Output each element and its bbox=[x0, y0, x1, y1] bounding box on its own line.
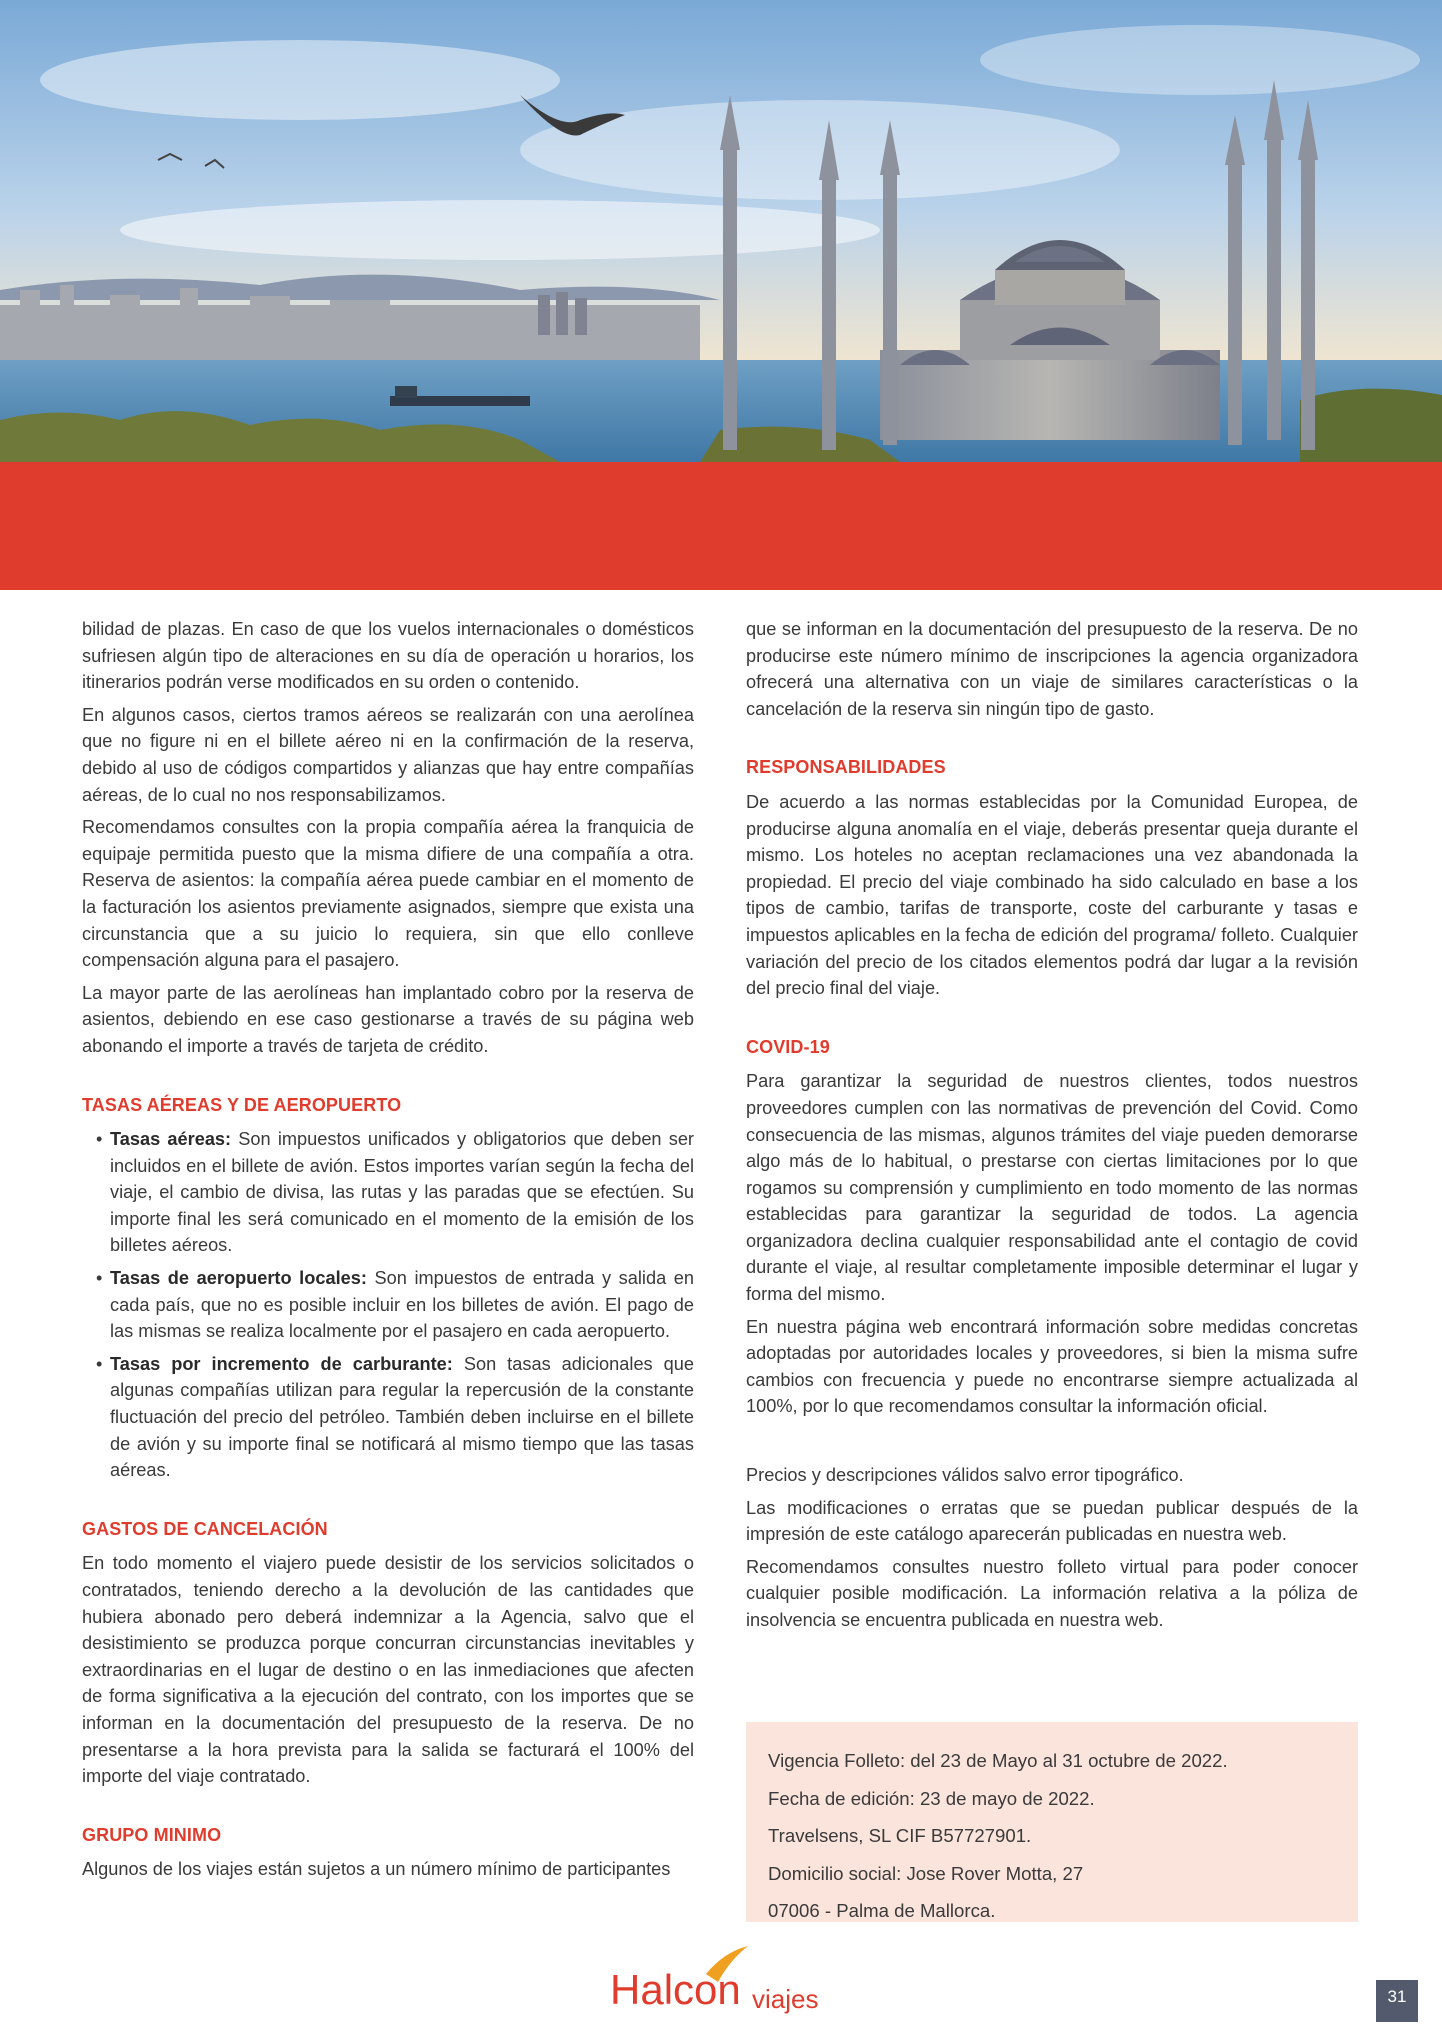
paragraph: Para garantizar la seguridad de nuestros clientes, todos nuestros proveedores cumplen con las normativas de prevención del Covid. Como consecuencia de las mismas, algunos trámites del viaje pueden demorarse algo más de lo habitual, o prestarse con ciertas limitaciones por lo que rogamos su comprensión y cumplimiento en todo momento de las normas establecidas para garantizar la seguridad de todos. La agencia organizadora declina cualquier responsabilidad ante el contagio de covid durante el viaje, al resultar completamente imposible determinar el lugar y forma del mismo. bbox=[746, 1071, 1358, 1305]
list-item-text: Son tasas adicionales que algunas compañías utilizan para regular la repercusión de la constante fluctuación del precio del petróleo. También deben incluirse en el billete de avión y su importe final se notificará al mismo tiempo que las tasas aéreas. bbox=[110, 1353, 694, 1481]
paragraph: En nuestra página web encontrará información sobre medidas concretas adoptadas por autoridades locales y proveedores, si bien la misma sufre cambios con frecuencia y puede no encontrarse siempre actualizada al 100%, por lo que recomendamos consultar la información oficial. bbox=[746, 1316, 1358, 1417]
list-item bbox=[96, 1126, 694, 1259]
left-column bbox=[82, 616, 694, 1889]
list-item-term: Tasas aéreas: bbox=[110, 1129, 232, 1150]
hero-photo bbox=[0, 0, 1442, 462]
section-heading-gastos: GASTOS DE CANCELACIÓN bbox=[82, 1518, 328, 1539]
paragraph: que se informan en la documentación del presupuesto de la reserva. De no producirse este número mínimo de inscripciones la agencia organizadora ofrecerá una alternativa con un viaje de similares características o la cancelación de la reserva sin ningún tipo de gasto. bbox=[746, 619, 1358, 719]
vigencia-line: Vigencia Folleto: del 23 de Mayo al 31 octubre de 2022. bbox=[768, 1750, 1228, 1771]
spacer bbox=[746, 1426, 1358, 1462]
paragraph: En todo momento el viajero puede desistir de los servicios solicitados o contratados, teniendo derecho a la devolución de las cantidades que hubiera abonado pero deberá indemnizar a la Agencia, salvo que el desistimiento se produzca porque concurran circunstancias inevitables y extraordinarias en el lugar de destino o en las inmediaciones que afecten de forma significativa a la ejecución del contrato, con los importes que se informan en la documentación del presupuesto de la reserva. De no presentarse a la hora prevista para la salida se facturará el 100% del importe del viaje contratado. bbox=[82, 1553, 694, 1787]
paragraph: bilidad de plazas. En caso de que los vuelos internacionales o domésticos sufriesen algún tipo de alteraciones en su día de operación u horarios, los itinerarios podrán verse modificados en su orden o contenido. bbox=[82, 619, 694, 693]
logo-main-text: Halcon bbox=[610, 1966, 741, 2013]
domicilio-line: Domicilio social: Jose Rover Motta, 27 bbox=[768, 1862, 1084, 1884]
section-heading-tasas: TASAS AÉREAS Y DE AEROPUERTO bbox=[82, 1094, 402, 1115]
tasas-list bbox=[82, 1126, 694, 1484]
list-item-text: Son impuestos unificados y obligatorios que deben ser incluidos en el billete de avión. Estos importes varían según la fecha del viaje, el cambio de divisa, las rutas y las paradas que se efectúen. Su importe final les será comunicado en el momento de la emisión de los billetes aéreos. bbox=[110, 1129, 694, 1256]
red-header-band bbox=[0, 462, 1442, 590]
section-heading-responsabilidades: RESPONSABILIDADES bbox=[746, 757, 946, 778]
list-item-term: Tasas de aeropuerto locales: bbox=[110, 1268, 367, 1289]
empresa-line: Travelsens, SL CIF B57727901. bbox=[768, 1825, 1032, 1847]
fecha-line: Fecha de edición: 23 de mayo de 2022. bbox=[768, 1787, 1095, 1809]
halcon-viajes-logo bbox=[606, 1942, 836, 2018]
paragraph: En algunos casos, ciertos tramos aéreos se realizarán con una aerolínea que no figure ni en el billete aéreo ni en la confirmación de la reserva, debido al uso de códigos compartidos y alianzas que hay entre compañías aéreas, de lo cual no nos responsabilizamos. bbox=[82, 704, 694, 805]
list-item bbox=[96, 1351, 694, 1484]
logo-sub-text: viajes bbox=[752, 1984, 819, 2014]
paragraph: Recomendamos consultes nuestro folleto virtual para poder conocer cualquier posible modificación. La información relativa a la póliza de insolvencia se encuentra publicada en nuestra web. bbox=[746, 1556, 1358, 1630]
page-number: 31 bbox=[1376, 1980, 1418, 2022]
paragraph: Las modificaciones o erratas que se puedan publicar después de la impresión de este catálogo aparecerán publicadas en nuestra web. bbox=[746, 1497, 1358, 1545]
right-column bbox=[746, 616, 1358, 1640]
list-item bbox=[96, 1265, 694, 1345]
section-heading-covid: COVID-19 bbox=[746, 1036, 830, 1057]
list-item-term: Tasas por incremento de carburante: bbox=[110, 1353, 453, 1374]
section-heading-grupo: GRUPO MINIMO bbox=[82, 1824, 222, 1845]
paragraph: Recomendamos consultes con la propia compañía aérea la franquicia de equipaje permitida puesto que la misma difiere de una compañía a otra. Reserva de asientos: la compañía aérea puede cambiar en el momento de la facturación los asientos previamente asignados, siempre que exista una circunstancia que a su juicio lo requiera, sin que ello conlleve compensación alguna para el pasajero. bbox=[82, 817, 694, 971]
ciudad-line: 07006 - Palma de Mallorca. bbox=[768, 1900, 996, 1922]
paragraph: De acuerdo a las normas establecidas por la Comunidad Europea, de producirse alguna anomalía en el viaje, deberás presentar queja durante el mismo. Los hoteles no aceptan reclamaciones una vez abandonada la propiedad. El precio del viaje combinado ha sido calculado en base a los tipos de cambio, tarifas de transporte, coste del carburante y tasas e impuestos aplicables en la fecha de edición del programa/ folleto. Cualquier variación del precio de los citados elementos podrá dar lugar a la revisión del precio final del viaje. bbox=[746, 791, 1358, 999]
paragraph: Algunos de los viajes están sujetos a un número mínimo de participantes bbox=[82, 1859, 671, 1880]
edition-info-box bbox=[746, 1722, 1358, 1922]
paragraph: La mayor parte de las aerolíneas han implantado cobro por la reserva de asientos, debiendo en ese caso gestionarse a través de su página web abonando el importe a través de tarjeta de crédito. bbox=[82, 982, 694, 1056]
paragraph: Precios y descripciones válidos salvo error tipográfico. bbox=[746, 1465, 1184, 1486]
istanbul-skyline-illustration bbox=[0, 0, 1442, 462]
list-item-text: Son impuestos de entrada y salida en cada país, que no es posible incluir en los billetes de avión. El pago de las mismas se realiza localmente por el pasajero en cada aeropuerto. bbox=[110, 1268, 694, 1342]
